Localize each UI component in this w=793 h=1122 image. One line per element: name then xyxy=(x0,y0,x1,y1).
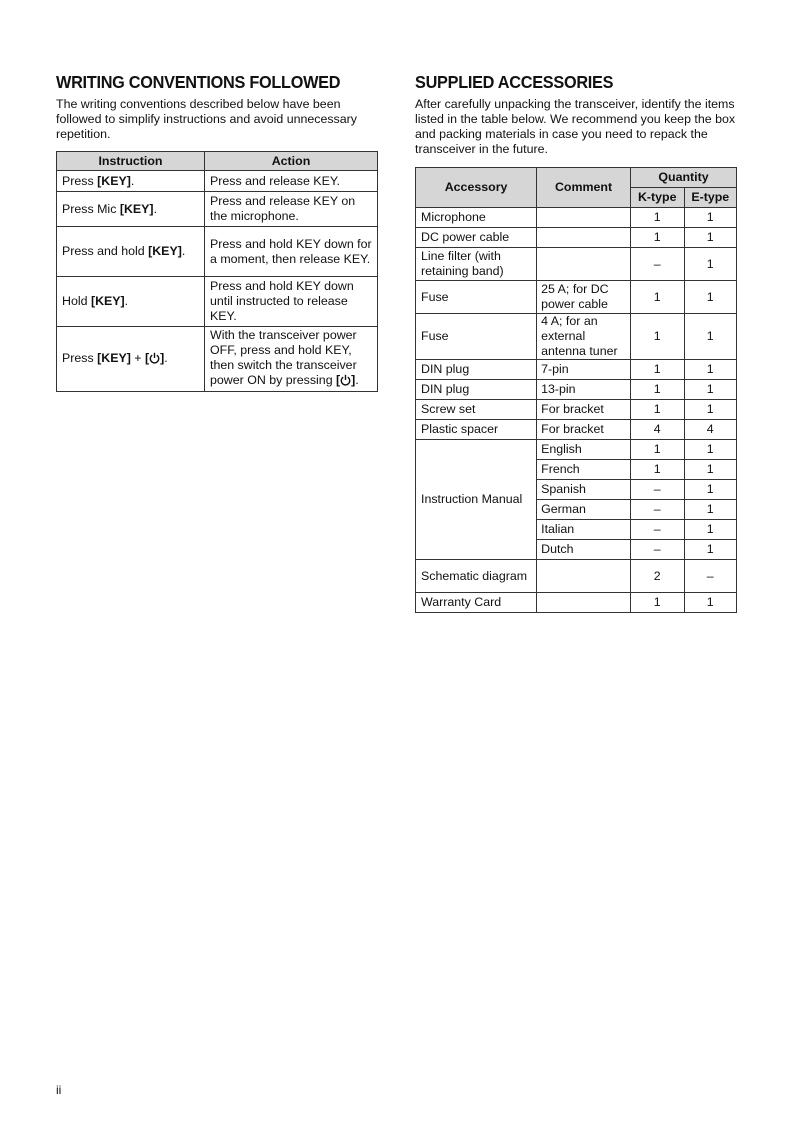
comment-cell: For bracket xyxy=(537,420,631,440)
instruction-text: Press xyxy=(62,350,98,365)
bracket-close: ] xyxy=(351,372,356,387)
accessory-cell: Screw set xyxy=(416,400,537,420)
table-row xyxy=(416,248,737,281)
action-cell xyxy=(205,327,378,392)
accessory-cell: Plastic spacer xyxy=(416,420,537,440)
e-type-cell: 1 xyxy=(684,248,737,281)
instruction-text-end: . xyxy=(181,244,186,259)
table-row xyxy=(416,420,737,440)
e-type-cell: 1 xyxy=(684,440,737,460)
table-row xyxy=(416,593,737,613)
action-cell: Press and release KEY on the microphone. xyxy=(205,192,378,227)
supplied-accessories-section xyxy=(415,72,737,613)
writing-conventions-title: WRITING CONVENTIONS FOLLOWED xyxy=(56,72,341,92)
e-type-cell: 1 xyxy=(684,380,737,400)
table-row xyxy=(416,560,737,593)
comment-cell xyxy=(537,228,631,248)
accessory-cell: Microphone xyxy=(416,208,537,228)
e-type-cell: 1 xyxy=(684,208,737,228)
table-row xyxy=(57,327,378,392)
table-header-row xyxy=(416,168,737,188)
comment-cell xyxy=(537,248,631,281)
table-row xyxy=(416,314,737,360)
table-row xyxy=(416,400,737,420)
power-icon xyxy=(340,374,351,390)
e-type-cell: – xyxy=(684,560,737,593)
language-cell: German xyxy=(537,500,631,520)
table-row xyxy=(416,360,737,380)
k-type-cell: 1 xyxy=(631,360,685,380)
k-type-cell: 1 xyxy=(631,208,685,228)
key-label: [KEY] xyxy=(148,244,182,259)
comment-cell xyxy=(537,593,631,613)
accessory-cell: Line filter (with retaining band) xyxy=(416,248,537,281)
comment-cell: For bracket xyxy=(537,400,631,420)
writing-conventions-section xyxy=(56,72,378,392)
instruction-text: Press and hold xyxy=(62,244,149,259)
accessory-cell: Fuse xyxy=(416,281,537,314)
instruction-text-end: . xyxy=(153,201,158,216)
table-row xyxy=(416,228,737,248)
accessory-cell: Fuse xyxy=(416,314,537,360)
e-type-cell: 1 xyxy=(684,540,737,560)
k-type-cell: 1 xyxy=(631,460,685,480)
e-type-cell: 1 xyxy=(684,360,737,380)
action-cell: Press and hold KEY down until instructed to release KEY. xyxy=(205,277,378,327)
action-text: With the transceiver power OFF, press and hold KEY, then switch the transceiver power ON by pressing xyxy=(210,328,357,387)
table-row xyxy=(57,227,378,277)
instruction-cell xyxy=(57,327,205,392)
accessory-cell: DIN plug xyxy=(416,380,537,400)
accessory-cell: DC power cable xyxy=(416,228,537,248)
e-type-cell: 1 xyxy=(684,520,737,540)
supplied-accessories-title: SUPPLIED ACCESSORIES xyxy=(415,72,614,92)
k-type-cell: 1 xyxy=(631,380,685,400)
table-row xyxy=(416,281,737,314)
language-cell: English xyxy=(537,440,631,460)
comment-cell: 25 A; for DC power cable xyxy=(537,281,631,314)
instruction-cell xyxy=(57,227,205,277)
table-row xyxy=(57,171,378,192)
instruction-cell xyxy=(57,192,205,227)
k-type-cell: 2 xyxy=(631,560,685,593)
comment-cell xyxy=(537,208,631,228)
k-type-cell: – xyxy=(631,520,685,540)
e-type-cell: 1 xyxy=(684,460,737,480)
k-type-cell: – xyxy=(631,480,685,500)
table-row xyxy=(416,380,737,400)
e-type-cell: 1 xyxy=(684,228,737,248)
key-label: [KEY] xyxy=(90,294,125,309)
instruction-text: Hold xyxy=(62,294,91,309)
accessory-cell: Warranty Card xyxy=(416,593,537,613)
comment-cell xyxy=(537,560,631,593)
k-type-cell: 4 xyxy=(631,420,685,440)
instruction-cell xyxy=(57,277,205,327)
table-row xyxy=(57,192,378,227)
k-type-cell: – xyxy=(631,500,685,520)
action-cell: Press and hold KEY down for a moment, then release KEY. xyxy=(205,227,378,277)
language-cell: Spanish xyxy=(537,480,631,500)
instruction-text-end: . xyxy=(164,350,168,365)
table-row xyxy=(416,208,737,228)
k-type-cell: 1 xyxy=(631,281,685,314)
accessory-cell: DIN plug xyxy=(416,360,537,380)
k-type-cell: 1 xyxy=(631,228,685,248)
e-type-cell: 1 xyxy=(684,593,737,613)
k-type-cell: – xyxy=(631,540,685,560)
language-cell: Italian xyxy=(537,520,631,540)
bracket-open: [ xyxy=(144,350,150,365)
comment-cell: 7-pin xyxy=(537,360,631,380)
supplied-accessories-intro: After carefully unpacking the transceiver, identify the items listed in the table below. We recommend you keep the box and packing materials in case you need to repack the transceiver in the future. xyxy=(415,97,736,156)
instruction-text-end: . xyxy=(130,173,135,188)
instruction-text: Press Mic xyxy=(62,201,120,216)
table-row xyxy=(57,277,378,327)
e-type-header: E-type xyxy=(684,188,737,208)
instruction-cell xyxy=(57,171,205,192)
bracket-close: ] xyxy=(160,350,165,365)
writing-conventions-intro: The writing conventions described below have been followed to simplify instructions and avoid unnecessary repetition. xyxy=(56,97,357,141)
bracket-open: [ xyxy=(336,372,341,387)
action-text-end: . xyxy=(355,372,359,387)
comment-cell: 13-pin xyxy=(537,380,631,400)
table-header-row xyxy=(57,152,378,171)
instruction-header: Instruction xyxy=(57,152,205,171)
k-type-cell: 1 xyxy=(631,593,685,613)
e-type-cell: 1 xyxy=(684,500,737,520)
comment-header: Comment xyxy=(537,168,631,208)
plus-text: + xyxy=(130,350,145,365)
key-label: [KEY] xyxy=(119,201,154,216)
key-label: [KEY] xyxy=(97,350,131,365)
table-row xyxy=(416,440,737,460)
k-type-cell: 1 xyxy=(631,400,685,420)
e-type-cell: 1 xyxy=(684,480,737,500)
power-icon xyxy=(149,352,160,368)
e-type-cell: 4 xyxy=(684,420,737,440)
k-type-cell: – xyxy=(631,248,685,281)
page-number: ii xyxy=(56,1083,62,1097)
action-cell: Press and release KEY. xyxy=(205,171,378,192)
accessory-cell: Schematic diagram xyxy=(416,560,537,593)
e-type-cell: 1 xyxy=(684,314,737,360)
comment-cell: 4 A; for an external antenna tuner xyxy=(537,314,631,360)
k-type-cell: 1 xyxy=(631,314,685,360)
k-type-header: K-type xyxy=(631,188,685,208)
instruction-text-end: . xyxy=(124,294,129,309)
action-header: Action xyxy=(205,152,378,171)
supplied-accessories-table xyxy=(415,167,737,613)
key-label: [KEY] xyxy=(97,173,131,188)
instruction-text: Press xyxy=(62,173,98,188)
language-cell: French xyxy=(537,460,631,480)
quantity-header: Quantity xyxy=(631,168,737,188)
instruction-manual-cell: Instruction Manual xyxy=(416,440,537,560)
writing-conventions-table xyxy=(56,151,378,392)
language-cell: Dutch xyxy=(537,540,631,560)
k-type-cell: 1 xyxy=(631,440,685,460)
accessory-header: Accessory xyxy=(416,168,537,208)
e-type-cell: 1 xyxy=(684,400,737,420)
e-type-cell: 1 xyxy=(684,281,737,314)
